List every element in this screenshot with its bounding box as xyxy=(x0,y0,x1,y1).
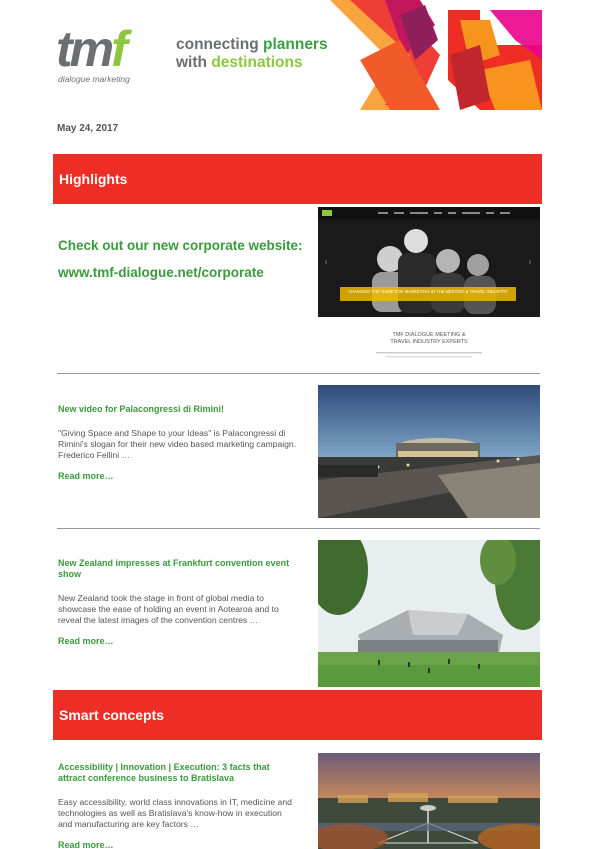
read-more-link[interactable]: Read more… xyxy=(58,636,114,646)
issue-date: May 24, 2017 xyxy=(57,123,119,134)
article-summary: New Zealand took the stage in front of global media to showcase the ease of holding an event in Aotearoa and to reveal the latest images of the convention centres … xyxy=(58,593,279,625)
header-graphic-arrows xyxy=(330,0,542,110)
logo-wordmark: tmf xyxy=(56,21,125,77)
read-more-link[interactable]: Read more… xyxy=(58,471,114,481)
article-title[interactable]: New Zealand impresses at Frankfurt convention event show xyxy=(58,558,290,579)
tmf-logo[interactable] xyxy=(56,22,166,84)
section-header-highlights xyxy=(53,154,542,204)
header-tagline: connecting planners with destinations xyxy=(176,36,328,71)
article-bratislava xyxy=(58,762,298,849)
promo-text: Check out our new corporate website: xyxy=(58,238,303,253)
article-summary: Easy accessibility, world class innovations in IT, medicine and technologies as well as Bratislava's know-how in execution and manufacturing are key factors … xyxy=(58,797,292,829)
logo-subtitle: dialogue marketing xyxy=(58,74,130,84)
thumbnail-heading-2: TRAVEL INDUSTRY EXPERTS xyxy=(390,339,468,345)
promo-link[interactable]: www.tmf-dialogue.net/corporate xyxy=(58,265,264,280)
divider xyxy=(57,373,540,374)
corporate-website-promo[interactable] xyxy=(58,232,303,286)
bratislava-image[interactable] xyxy=(318,753,540,849)
svg-text:›: › xyxy=(528,257,532,268)
divider xyxy=(57,528,540,529)
new-zealand-image[interactable] xyxy=(318,540,540,687)
thumbnail-banner-text: CHANGING THE GAME FOR MARKETING IN THE MEETING & TRAVEL INDUSTRY xyxy=(348,289,508,294)
corporate-website-thumbnail[interactable] xyxy=(318,207,540,367)
section-header-smart-concepts xyxy=(53,690,542,740)
article-rimini xyxy=(58,404,298,481)
article-title[interactable]: Accessibility | Innovation | Execution: 3 facts that attract conference business to Bratislava xyxy=(58,762,270,783)
svg-text:‹: ‹ xyxy=(324,257,328,268)
thumbnail-heading-1: TMF DIALOGUE MEETING & xyxy=(392,332,466,338)
article-new-zealand xyxy=(58,558,298,646)
email-header xyxy=(0,0,600,110)
section-title: Smart concepts xyxy=(59,707,165,723)
section-title: Highlights xyxy=(59,171,128,187)
rimini-image[interactable] xyxy=(318,385,540,518)
read-more-link[interactable]: Read more… xyxy=(58,840,114,849)
article-title[interactable]: New video for Palacongressi di Rimini! xyxy=(58,404,225,414)
article-summary: "Giving Space and Shape to your Ideas" is Palacongressi di Rimini's slogan for their new video based marketing campaign. Frederico Fellini … xyxy=(58,428,297,460)
